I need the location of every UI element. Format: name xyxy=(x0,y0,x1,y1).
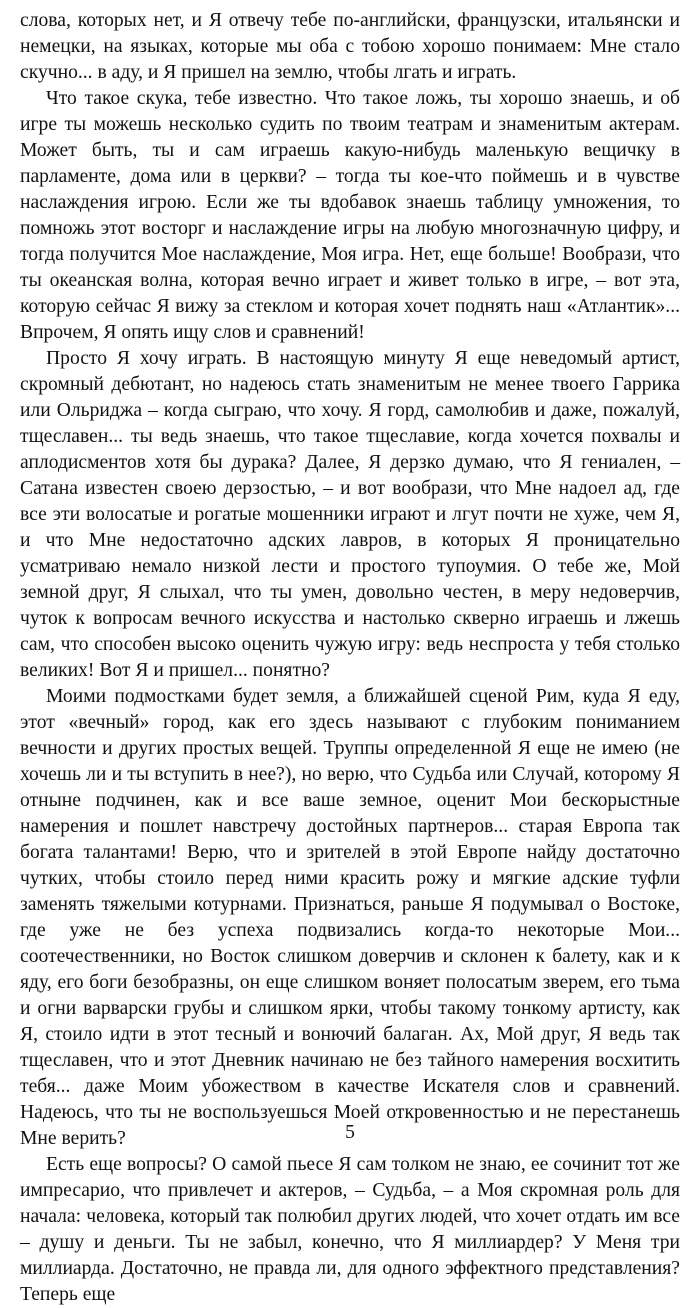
body-text xyxy=(20,8,680,1308)
paragraph-5: Есть еще вопросы? О самой пьесе Я сам толком не знаю, ее сочинит тот же импресарио, что привлечет и актеров, – Судьба, – а Моя скромная роль для начала: человека, который так полюбил других людей, что хочет отдать им все – душу и деньги. Ты не забыл, конечно, что Я миллиардер? У Меня три миллиарда. Достаточно, не правда ли, для одного эффектного представления? Теперь еще xyxy=(20,1154,680,1305)
book-page xyxy=(20,8,680,1305)
paragraph-4: Моими подмостками будет земля, а ближайшей сценой Рим, куда Я еду, этот «вечный» город, как его здесь называют с глубоким пониманием вечности и других простых вещей. Труппы определенной Я еще не имею (не хочешь ли и ты вступить в нее?), но верю, что Судьба или Случай, которому Я отныне подчинен, как и все ваше земное, оценит Мои бескорыстные намерения и пошлет навстречу достойных партнеров... старая Европа так богата талантами! Верю, что и зрителей в этой Европе найду достаточно чутких, чтобы стоило перед ними красить рожу и мягкие адские туфли заменять тяжелыми котурнами. Признаться, раньше Я подумывал о Востоке, где уже не без успеха подвизались когда-то некоторые Мои... соотечественники, но Восток слишком доверчив и склонен к балету, как и к яду, его боги безобразны, он еще слишком воняет полосатым зверем, его тьма и огни варварски грубы и слишком ярки, чтобы такому тонкому артисту, как Я, стоило идти в этот тесный и вонючий балаган. Ах, Мой друг, Я ведь так тщеславен, что и этот Дневник начинаю не без тайного намерения восхитить тебя... даже Моим убожеством в качестве Искателя слов и сравнений. Надеюсь, что ты не воспользуешься Моей откровенностью и не перестанешь Мне верить? xyxy=(20,686,680,1149)
paragraph-1: слова, которых нет, и Я отвечу тебе по-английски, французски, итальянски и немецки, на языках, которые мы оба с тобою хорошо понимаем: Мне стало скучно... в аду, и Я пришел на землю, чтобы лгать и играть. xyxy=(20,10,680,83)
page-number: 5 xyxy=(345,1122,355,1143)
paragraph-3: Просто Я хочу играть. В настоящую минуту Я еще неведомый артист, скромный дебютант, но надеюсь стать знаменитым не менее твоего Гаррика или Ольриджа – когда сыграю, что хочу. Я горд, самолюбив и даже, пожалуй, тщеславен... ты ведь знаешь, что такое тщеславие, когда хочется похвалы и аплодисментов хотя бы дурака? Далее, Я дерзко думаю, что Я гениален, – Сатана известен своею дерзостью, – и вот вообрази, что Мне надоел ад, где все эти волосатые и рогатые мошенники играют и лгут почти не хуже, чем Я, и что Мне недостаточно адских лавров, в которых Я проницательно усматриваю немало низкой лести и простого тупоумия. О тебе же, Мой земной друг, Я слыхал, что ты умен, довольно честен, в меру недоверчив, чуток к вопросам вечного искусства и настолько скверно играешь и лжешь сам, что способен высоко оценить чужую игру: ведь неспроста у тебя столько великих! Вот Я и пришел... понятно? xyxy=(20,348,680,681)
paragraph-2: Что такое скука, тебе известно. Что такое ложь, ты хорошо знаешь, и об игре ты можешь несколько судить по твоим театрам и знаменитым актерам. Может быть, ты и сам играешь какую-нибудь маленькую вещичку в парламенте, дома или в церкви? – тогда ты кое-что поймешь и в чувстве наслаждения игрою. Если же ты вдобавок знаешь таблицу умножения, то помножь этот восторг и наслаждение игры на любую многозначную цифру, и тогда получится Мое наслаждение, Моя игра. Нет, еще больше! Вообрази, что ты океанская волна, которая вечно играет и живет только в игре, – вот эта, которую сейчас Я вижу за стеклом и которая хочет поднять наш «Атлантик»... Впрочем, Я опять ищу слов и сравнений! xyxy=(20,88,680,343)
